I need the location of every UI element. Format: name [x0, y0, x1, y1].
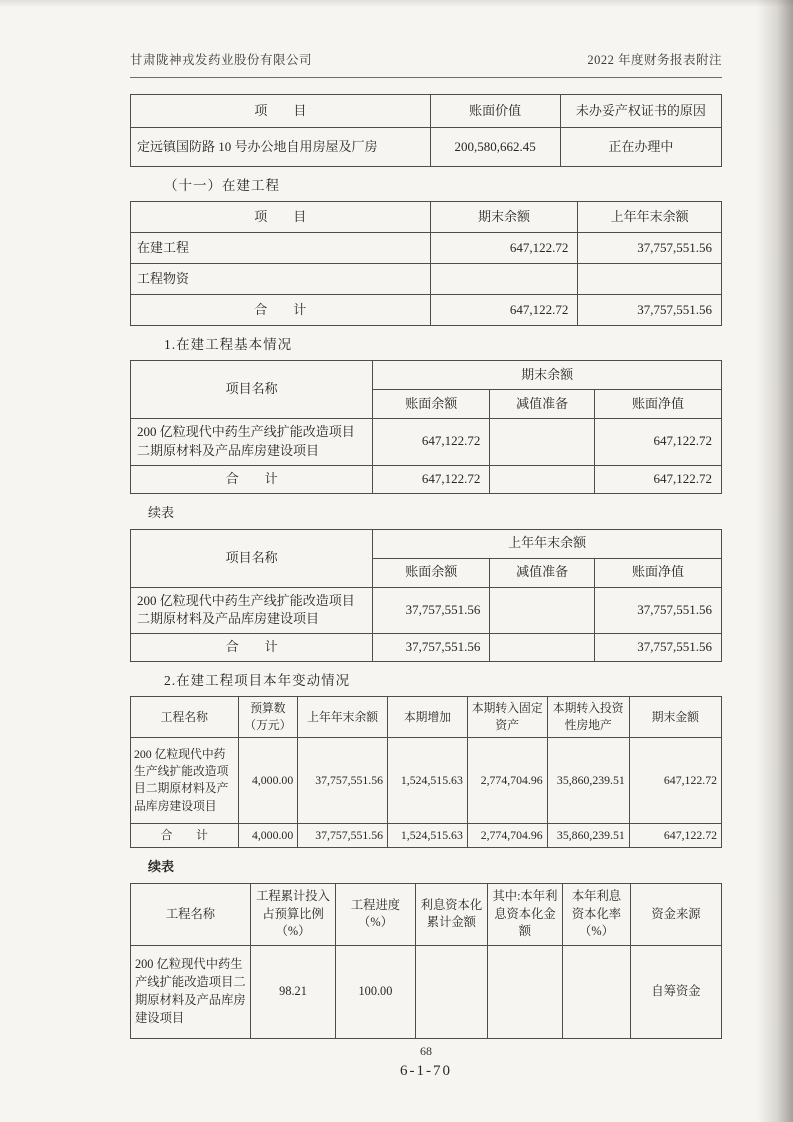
cip-cell-total-closing: 647,122.72 [430, 295, 578, 326]
prior-cell-total-impairment [490, 634, 595, 662]
section-title-cip-basic-info: 1.在建工程基本情况 [164, 337, 293, 352]
funding-cell-source: 自筹资金 [630, 946, 721, 1038]
movement-header-closing: 期末金额 [629, 697, 721, 738]
cip-cell-item: 在建工程 [131, 233, 431, 264]
document-content [130, 50, 722, 1039]
movement-cell-to-fixed-assets: 2,774,704.96 [467, 738, 547, 823]
cip-row-total [131, 295, 722, 326]
movement-cell-total-to-investment-property: 35,860,239.51 [547, 823, 629, 847]
company-name: 甘肃陇神戎发药业股份有限公司 [130, 53, 313, 67]
cip-cell-closing: 647,122.72 [430, 233, 578, 264]
document-number: 6-1-70 [400, 1063, 452, 1079]
closing-cell-net: 647,122.72 [594, 419, 721, 466]
cip-summary-table [130, 201, 722, 326]
funding-cell-capitalized-interest-total [415, 946, 487, 1038]
funding-cell-budget-ratio: 98.21 [250, 946, 335, 1038]
property-table-header-row [131, 95, 722, 128]
closing-total-row [131, 465, 722, 493]
funding-header-source: 资金来源 [630, 883, 721, 945]
closing-cell-project: 200 亿粒现代中药生产线扩能改造项目二期原材料及产品库房建设项目 [131, 419, 373, 466]
closing-header-gross: 账面余额 [373, 390, 490, 419]
funding-header-capitalized-interest-year: 其中:本年利息资本化金额 [487, 883, 562, 945]
movement-cell-total-to-fixed-assets: 2,774,704.96 [467, 823, 547, 847]
movement-header-row [131, 697, 722, 738]
closing-cell-total-impairment [490, 465, 595, 493]
cip-cell-total-prior: 37,757,551.56 [578, 295, 722, 326]
prior-header-net: 账面净值 [594, 558, 721, 587]
prior-cell-total-label: 合 计 [131, 634, 373, 662]
continued-table-label: 续表 [148, 858, 175, 874]
section-title-construction-in-progress: （十一）在建工程 [164, 178, 280, 193]
prior-header-project: 项目名称 [131, 529, 373, 587]
movement-header-to-investment-property: 本期转入投资性房地产 [547, 697, 629, 738]
funding-header-capitalization-rate: 本年利息资本化率（%） [562, 883, 630, 945]
property-cell-item: 定远镇国防路 10 号办公地自用房屋及厂房 [131, 128, 431, 167]
funding-header-capitalized-interest-total: 利息资本化累计金额 [415, 883, 487, 945]
cip-header-closing: 期末余额 [430, 202, 578, 233]
closing-cell-total-gross: 647,122.72 [373, 465, 490, 493]
report-title: 2022 年度财务报表附注 [587, 53, 722, 67]
property-cell-book-value: 200,580,662.45 [430, 128, 560, 167]
movement-cell-total-budget: 4,000.00 [238, 823, 298, 847]
prior-cell-total-gross: 37,757,551.56 [373, 634, 490, 662]
prior-header-gross: 账面余额 [373, 558, 490, 587]
funding-header-progress: 工程进度（%） [336, 883, 416, 945]
closing-group-header-row [131, 361, 722, 390]
cip-header-row [131, 202, 722, 233]
cip-header-prior: 上年年末余额 [578, 202, 722, 233]
cip-cell-prior [578, 264, 722, 295]
closing-header-impairment: 减值准备 [490, 390, 595, 419]
closing-header-group: 期末余额 [373, 361, 722, 390]
movement-header-project: 工程名称 [131, 697, 239, 738]
funding-cell-capitalization-rate [562, 946, 630, 1038]
scan-shadow-top [0, 0, 793, 7]
document-header [130, 50, 722, 78]
cip-prior-balance-table [130, 529, 722, 663]
prior-group-header-row [131, 529, 722, 558]
funding-project-row [131, 946, 722, 1038]
movement-cell-opening: 37,757,551.56 [298, 738, 388, 823]
prior-project-row [131, 587, 722, 634]
property-table-row [131, 128, 722, 167]
page-number: 68 [420, 1044, 432, 1058]
property-cell-reason: 正在办理中 [560, 128, 721, 167]
closing-header-project: 项目名称 [131, 361, 373, 419]
movement-cell-increase: 1,524,515.63 [388, 738, 468, 823]
cip-row-materials [131, 264, 722, 295]
funding-header-row [131, 883, 722, 945]
movement-header-to-fixed-assets: 本期转入固定资产 [467, 697, 547, 738]
prior-header-group: 上年年末余额 [373, 529, 722, 558]
prior-cell-net: 37,757,551.56 [594, 587, 721, 634]
cip-row-construction [131, 233, 722, 264]
movement-project-row [131, 738, 722, 823]
funding-header-project: 工程名称 [131, 883, 251, 945]
cip-cell-prior: 37,757,551.56 [578, 233, 722, 264]
movement-cell-total-increase: 1,524,515.63 [388, 823, 468, 847]
closing-cell-total-net: 647,122.72 [594, 465, 721, 493]
prior-cell-project: 200 亿粒现代中药生产线扩能改造项目二期原材料及产品库房建设项目 [131, 587, 373, 634]
movement-cell-to-investment-property: 35,860,239.51 [547, 738, 629, 823]
movement-cell-total-opening: 37,757,551.56 [298, 823, 388, 847]
funding-header-budget-ratio: 工程累计投入占预算比例（%） [250, 883, 335, 945]
movement-cell-total-label: 合 计 [131, 823, 239, 847]
funding-cell-progress: 100.00 [336, 946, 416, 1038]
property-certificate-table [130, 94, 722, 167]
movement-cell-budget: 4,000.00 [238, 738, 298, 823]
movement-cell-total-closing: 647,122.72 [629, 823, 721, 847]
movement-cell-closing: 647,122.72 [629, 738, 721, 823]
movement-header-budget: 预算数（万元） [238, 697, 298, 738]
closing-header-net: 账面净值 [594, 390, 721, 419]
prior-cell-gross: 37,757,551.56 [373, 587, 490, 634]
prior-cell-impairment [490, 587, 595, 634]
movement-cell-project: 200 亿粒现代中药生产线扩能改造项目二期原材料及产品库房建设项目 [131, 738, 239, 823]
cip-movement-table [130, 696, 722, 848]
closing-project-row [131, 419, 722, 466]
section-title-cip-movement: 2.在建工程项目本年变动情况 [164, 673, 351, 689]
cip-cell-closing [430, 264, 578, 295]
movement-header-increase: 本期增加 [388, 697, 468, 738]
funding-cell-project: 200 亿粒现代中药生产线扩能改造项目二期原材料及产品库房建设项目 [131, 946, 251, 1038]
scan-shadow-right [757, 0, 793, 1122]
funding-cell-capitalized-interest-year [487, 946, 562, 1038]
closing-cell-gross: 647,122.72 [373, 419, 490, 466]
cip-funding-table [130, 883, 722, 1039]
property-header-book-value: 账面价值 [430, 95, 560, 128]
closing-cell-total-label: 合 计 [131, 465, 373, 493]
cip-cell-item: 工程物资 [131, 264, 431, 295]
cip-cell-total-label: 合 计 [131, 295, 431, 326]
prior-total-row [131, 634, 722, 662]
property-header-item: 项 目 [131, 95, 431, 128]
cip-header-item: 项 目 [131, 202, 431, 233]
continued-table-label: 续表 [148, 504, 175, 520]
movement-total-row [131, 823, 722, 847]
property-header-reason: 未办妥产权证书的原因 [560, 95, 721, 128]
prior-cell-total-net: 37,757,551.56 [594, 634, 721, 662]
closing-cell-impairment [490, 419, 595, 466]
prior-header-impairment: 减值准备 [490, 558, 595, 587]
movement-header-opening: 上年年末余额 [298, 697, 388, 738]
cip-closing-balance-table [130, 360, 722, 494]
